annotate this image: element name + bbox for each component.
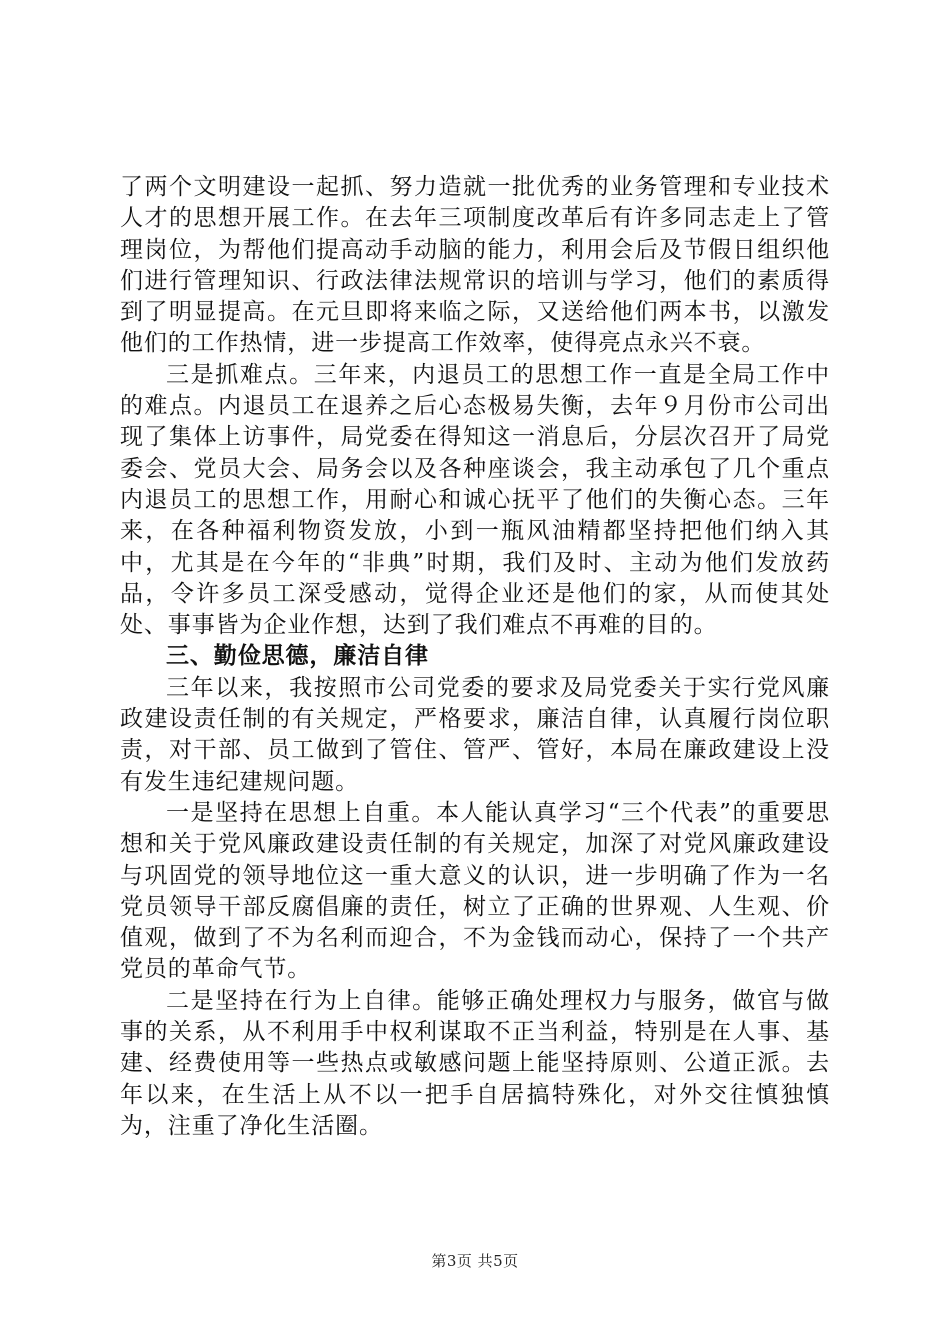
paragraph-self-respect: 一是坚持在思想上自重。本人能认真学习“三个代表”的重要思想和关于党风廉政建设责任制的有关规定，加深了对党风廉政建设与巩固党的领导地位这一重大意义的认识，进一步明确了作为一名党员领导干部反腐倡廉的责任，树立了正确的世界观、人生观、价值观，做到了不为名利而迎合，不为金钱而动心，保持了一个共产党员的革命气节。	[120, 799, 830, 983]
paragraph-self-discipline: 二是坚持在行为上自律。能够正确处理权力与服务，做官与做事的关系，从不利用手中权利谋取不正当利益，特别是在人事、基建、经费使用等一些热点或敏感问题上能坚持原则、公道正派。去年以来，在生活上从不以一把手自居搞特殊化，对外交往慎独慎为，注重了净化生活圈。	[120, 987, 830, 1139]
page-number-footer: 第3页 共5页	[431, 1252, 519, 1270]
paragraph-continued: 了两个文明建设一起抓、努力造就一批优秀的业务管理和专业技术人才的思想开展工作。在去年三项制度改革后有许多同志走上了管理岗位，为帮他们提高动手动脑的能力，利用会后及节假日组织他们进行管理知识、行政法律法规常识的培训与学习，他们的素质得到了明显提高。在元旦即将来临之际，又送给他们两本书，以激发他们的工作热情，进一步提高工作效率，使得亮点永兴不衰。	[120, 174, 830, 357]
paragraph-difficult-points: 三是抓难点。三年来，内退员工的思想工作一直是全局工作中的难点。内退员工在退养之后心态极易失衡，去年９月份市公司出现了集体上访事件，局党委在得知这一消息后，分层次召开了局党委会、党员大会、局务会以及各种座谈会，我主动承包了几个重点内退员工的思想工作，用耐心和诚心抚平了他们的失衡心态。三年来，在各种福利物资发放，小到一瓶风油精都坚持把他们纳入其中，尤其是在今年的“非典”时期，我们及时、主动为他们发放药品，令许多员工深受感动，觉得企业还是他们的家，从而使其处处、事事皆为企业作想，达到了我们难点不再难的目的。	[120, 361, 830, 639]
section-heading: 三、勤俭思德，廉洁自律	[166, 643, 429, 670]
paragraph-section-intro: 三年以来，我按照市公司党委的要求及局党委关于实行党风廉政建设责任制的有关规定，严格要求，廉洁自律，认真履行岗位职责，对干部、员工做到了管住、管严、管好，本局在廉政建设上没有发生违纪建规问题。	[120, 674, 830, 795]
document-body	[120, 172, 830, 1142]
